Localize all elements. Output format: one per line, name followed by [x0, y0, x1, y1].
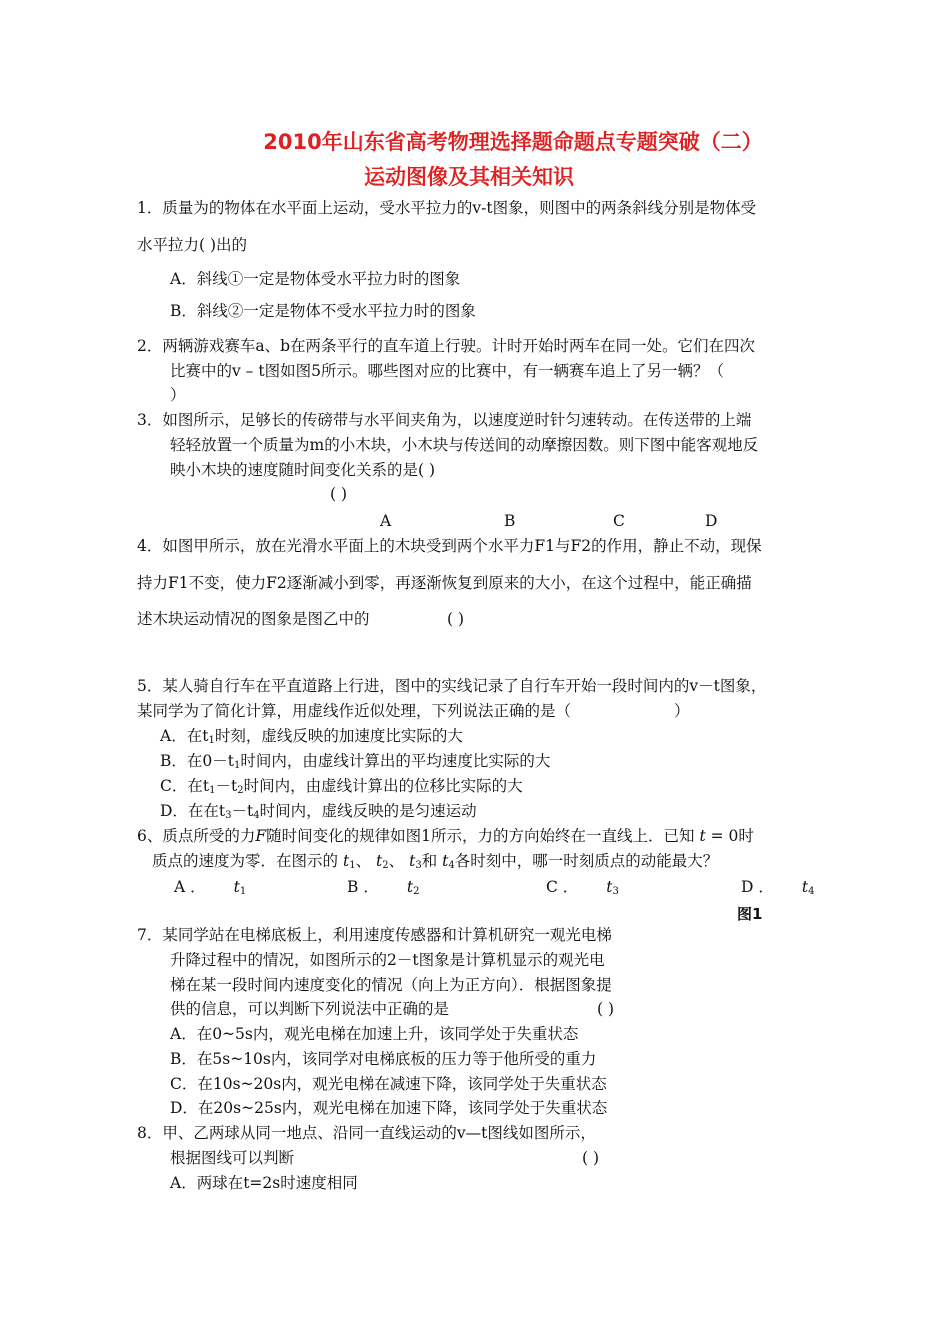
question-8-option-a: A．两球在t=2s时速度相同 — [170, 1174, 358, 1192]
question-5-line-1: 5．某人骑自行车在平直道路上行进，图中的实线记录了自行车开始一段时间内的v－t图象， — [137, 677, 767, 695]
question-6-line-1: 6、质点所受的力F随时间变化的规律如图1所示，力的方向始终在一直线上．已知 t = 0时 — [137, 827, 754, 845]
question-4-line-3: 述木块运动情况的图象是图乙中的 — [137, 610, 370, 628]
question-3-figure-label-d: D — [705, 512, 718, 530]
page-subtitle: 运动图像及其相关知识 — [364, 165, 574, 189]
question-5-option-a: A．在$t_1$时刻，虚线反映的加速度比实际的大 — [160, 727, 463, 746]
question-1-line-1: 1．质量为的物体在水平面上运动，受水平拉力的v-t图象，则图中的两条斜线分别是物体受 — [137, 199, 757, 217]
question-6-option-b: B ． $t_2$ — [347, 878, 420, 897]
question-7-option-a: A．在0~5s内，观光电梯在加速上升，该同学处于失重状态 — [170, 1025, 579, 1043]
figure-1-label: 图1 — [737, 905, 763, 923]
question-7-option-c: C．在10s~20s内，观光电梯在减速下降，该同学处于失重状态 — [170, 1075, 607, 1093]
question-6-option-d: D ． $t_4$ — [741, 878, 815, 897]
question-3-answer-paren: ( ) — [330, 485, 348, 503]
question-7-line-1: 7．某同学站在电梯底板上，利用速度传感器和计算机研究一观光电梯 — [137, 926, 612, 944]
question-6-option-c: C ． $t_3$ — [546, 878, 619, 897]
question-3-figure-label-a: A — [380, 512, 392, 530]
question-2-line-2: 比赛中的v – t图如图5所示。哪些图对应的比赛中，有一辆赛车追上了另一辆？（ — [170, 362, 724, 380]
question-5-option-d: D．在在$t_3-t_4$时间内，虚线反映的是匀速运动 — [160, 802, 477, 821]
question-4-answer-paren: ( ) — [447, 610, 465, 628]
question-1-option-b: B．斜线②一定是物体不受水平拉力时的图象 — [170, 302, 476, 320]
question-2-line-3: ） — [170, 386, 186, 404]
question-8-line-2: 根据图线可以判断 — [170, 1149, 295, 1167]
question-3-line-2: 轻轻放置一个质量为m的小木块，小木块与传送间的动摩擦因数。则下图中能客观地反 — [170, 436, 759, 454]
question-7-answer-paren: ( ) — [597, 1000, 615, 1018]
question-6-line-2: 质点的速度为零．在图示的 $t_1$、 $t_2$、 $t_3$和 $t_4$各时刻中，哪一时刻质点的动能最大？ — [152, 852, 719, 871]
question-7-line-4: 供的信息，可以判断下列说法中正确的是 — [170, 1000, 450, 1018]
question-1-option-a: A．斜线①一定是物体受水平拉力时的图象 — [170, 270, 461, 288]
question-3-figure-label-c: C — [613, 512, 625, 530]
question-3-line-1: 3．如图所示，足够长的传磅带与水平间夹角为，以速度逆时针匀速转动。在传送带的上端 — [137, 411, 752, 429]
question-7-option-d: D．在20s~25s内，观光电梯在加速下降，该同学处于失重状态 — [170, 1099, 608, 1117]
question-2-line-1: 2．两辆游戏赛车a、b在两条平行的直车道上行驶。计时开始时两车在同一处。它们在四次 — [137, 337, 756, 355]
question-4-line-2: 持力F1不变，使力F2逐渐减小到零，再逐渐恢复到原来的大小，在这个过程中，能正确描 — [137, 574, 752, 592]
question-6-option-a: A ． $t_1$ — [174, 878, 247, 897]
question-1-line-2: 水平拉力( )出的 — [137, 236, 248, 254]
question-5-option-b: B．在$0-t_1$时间内，由虚线计算出的平均速度比实际的大 — [160, 752, 551, 771]
question-3-figure-label-b: B — [504, 512, 516, 530]
question-8-answer-paren: ( ) — [582, 1149, 600, 1167]
question-5-line-2-end: ） — [674, 702, 690, 720]
question-7-option-b: B．在5s~10s内，该同学对电梯底板的压力等于他所受的重力 — [170, 1050, 597, 1068]
question-7-line-2: 升降过程中的情况，如图所示的2－t图象是计算机显示的观光电 — [170, 951, 605, 969]
question-5-option-c: C．在$t_1-t_2$时间内，由虚线计算出的位移比实际的大 — [160, 777, 523, 796]
page-title: 2010年山东省高考物理选择题命题点专题突破（二） — [263, 130, 763, 154]
question-4-line-1: 4．如图甲所示，放在光滑水平面上的木块受到两个水平力F1与F2的作用，静止不动，现保 — [137, 537, 762, 555]
question-5-line-2: 某同学为了简化计算，用虚线作近似处理，下列说法正确的是（ — [137, 702, 572, 720]
question-8-line-1: 8．甲、乙两球从同一地点、沿同一直线运动的v—t图线如图所示， — [137, 1124, 596, 1142]
question-3-line-3: 映小木块的速度随时间变化关系的是( ) — [170, 461, 436, 479]
question-7-line-3: 梯在某一段时间内速度变化的情况（向上为正方向）．根据图象提 — [170, 976, 612, 994]
